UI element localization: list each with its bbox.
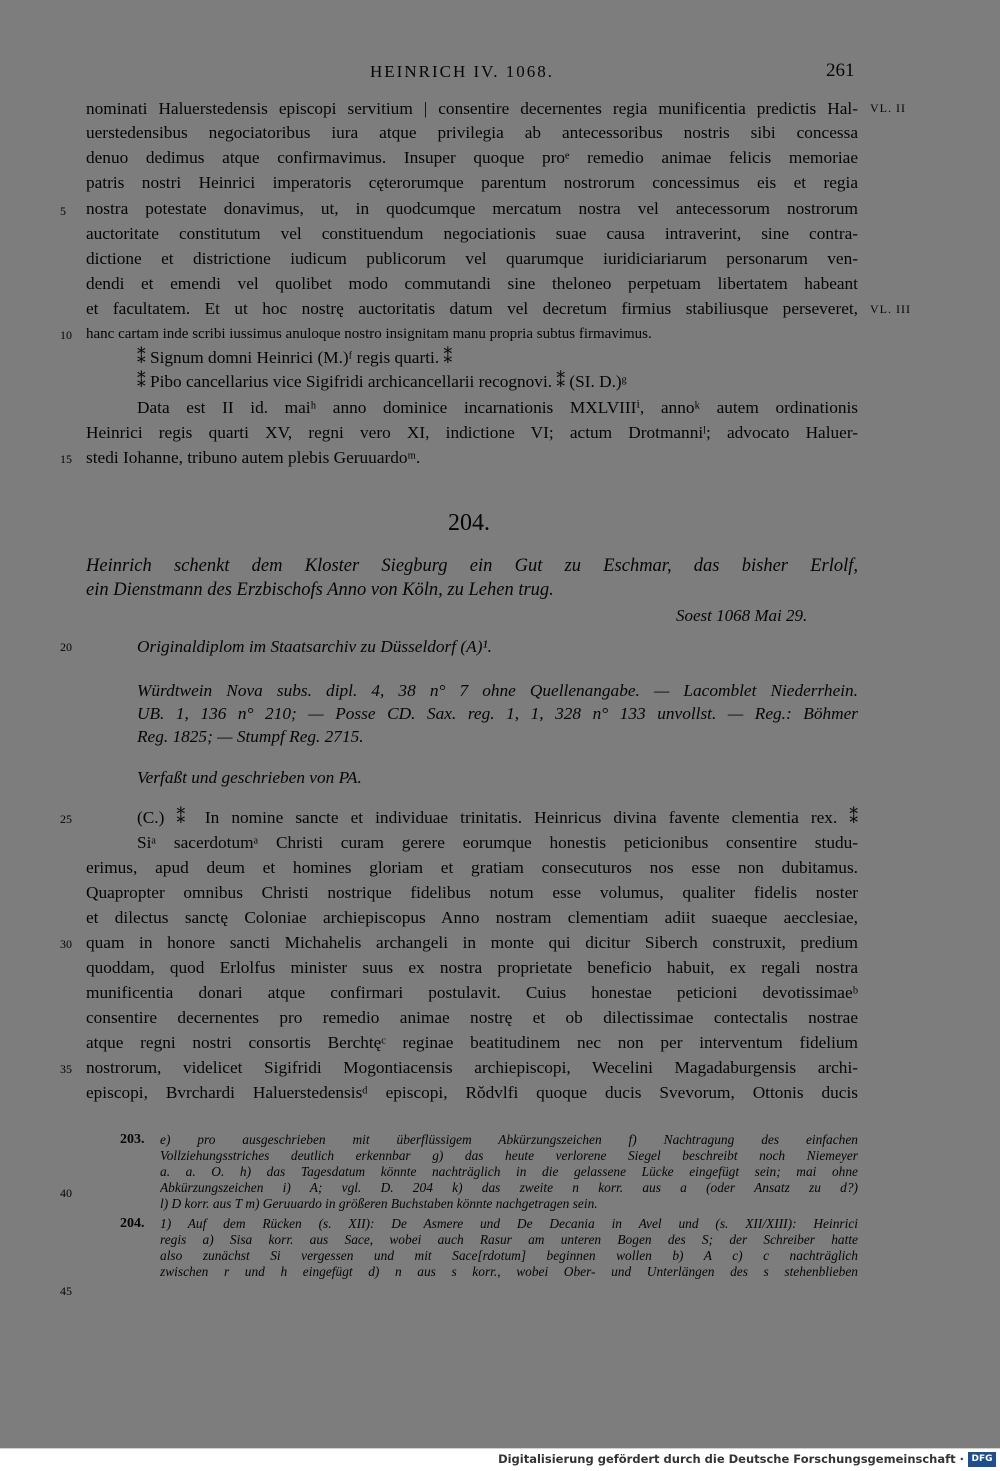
regest-line: ein Dienstmann des Erzbischofs Anno von Köln, zu Lehen trug. [86, 580, 554, 600]
text-line: munificentia donari atque confirmari postulavit. Cuius honestae peticioni devotissimaeᵇ [86, 983, 858, 1002]
line-number: 25 [60, 812, 72, 826]
footnote-line: also zunächst Si vergessen und mit Sace[rdotum] beginnen wollen b) A c) c nachträglich [160, 1248, 858, 1263]
text-line: nostrorum, videlicet Sigifridi Mogontiacensis archiepiscopi, Wecelini Magadaburgensis archi- [86, 1058, 858, 1077]
footnote-line: zwischen r und h eingefügt d) n aus s korr., wobei Ober- und Unterlängen des s stehenblieben [160, 1264, 858, 1279]
text-line: nominati Haluerstedensis episcopi servitium | consentire decernentes regia munificentia predictis Hal- [86, 99, 858, 118]
dating-line: Heinrici regis quarti XV, regni vero XI, indictione VI; actum Drotmanniˡ; advocato Haluer- [86, 423, 858, 442]
dating-line: Data est II id. maiʰ anno dominice incarnationis MXLVIIIⁱ, annoᵏ autem ordinationis [137, 398, 858, 417]
text-line: erimus, apud deum et homines gloriam et gratiam consecuturos nos esse non dubitamus. [86, 858, 858, 877]
author-note: Verfaßt und geschrieben von PA. [137, 768, 362, 787]
running-header-title: HEINRICH IV. 1068. [370, 62, 554, 81]
text-line: Quapropter omnibus Christi nostrique fidelibus notum esse volumus, qualiter fidelis noster [86, 883, 858, 902]
line-number: 40 [60, 1186, 72, 1200]
footnote-label: 204. [120, 1216, 145, 1231]
text-line: et facultatem. Et ut hoc nostrę auctoritatis datum vel decretum firmius stabiliusque perseveret, [86, 299, 858, 318]
line-number: 5 [60, 204, 66, 218]
line-number: 10 [60, 328, 72, 342]
line-number: 35 [60, 1062, 72, 1076]
text-line: dictione et districtione iudicum publicorum vel quarumque iuridiciariarum personarum ven- [86, 249, 858, 268]
edition-line: UB. 1, 136 n° 210; — Posse CD. Sax. reg. 1, 1, 328 n° 133 unvollst. — Reg.: Böhmer [137, 704, 858, 723]
text-line: atque regni nostri consortis Berchtęᶜ reginae beatitudinem nec non per interventum fidelium [86, 1033, 858, 1052]
footer-bar [0, 1448, 1000, 1471]
recognition-line: ⁑ Pibo cancellarius vice Sigifridi archicancellarii recognovi. ⁑ (SI. D.)ᵍ [137, 372, 627, 391]
footnote-line: Abkürzungszeichen i) A; vgl. D. 204 k) das zweite n korr. aus a (oder Ansatz zu d?) [160, 1180, 858, 1195]
line-number: 30 [60, 937, 72, 951]
text-line: episcopi, Bvrchardi Haluerstedensisᵈ episcopi, Rǒdvlfi quoque ducis Svevorum, Ottonis ducis [86, 1083, 858, 1102]
footnote-line: a. a. O. h) das Tagesdatum könnte nachträglich in die gelassene Lücke eingefügt sein; mai ohne [160, 1164, 858, 1179]
footnote-line: 1) Auf dem Rücken (s. XII): De Asmere und De Decania in Avel und (s. XII/XIII): Heinrici [160, 1216, 858, 1231]
margin-note: VL. III [870, 302, 911, 316]
text-line: et dilectus sanctę Coloniae archiepiscopus Anno nostram clementiam adiit suaeque aecclesiae, [86, 908, 858, 927]
footnote-line: Vollziehungsstriches deutlich erkennbar g) das heute verlorene Siegel beschreibt noch Niemeyer [160, 1148, 858, 1163]
signum-line: ⁑ Signum domni Heinrici (M.)ᶠ regis quarti. ⁑ [137, 348, 453, 367]
line-number: 45 [60, 1284, 72, 1298]
footnote-line: e) pro ausgeschrieben mit überflüssigem Abkürzungszeichen f) Nachtragung des einfachen [160, 1132, 858, 1147]
funding-note: Digitalisierung gefördert durch die Deutsche Forschungsgemeinschaft · [498, 1452, 964, 1466]
footnote-line: regis a) Sisa korr. aus Sace, wobei auch Rasur am unteren Bogen des S; der Schreiber hatte [160, 1232, 858, 1247]
dfg-logo: DFG [968, 1452, 996, 1467]
text-line: denuo dedimus atque confirmavimus. Insuper quoque proᵉ remedio animae felicis memoriae [86, 148, 858, 167]
document-number: 204. [448, 510, 490, 536]
original-note: Originaldiplom im Staatsarchiv zu Düsseldorf (A)¹. [137, 637, 492, 656]
footnote-label: 203. [120, 1132, 145, 1147]
text-line: quoddam, quod Erlolfus minister suus ex nostra proprietate beneficio habuit, ex regali nostra [86, 958, 858, 977]
invocation-line: (C.) ⁑ In nomine sancte et individuae trinitatis. Heinricus divina favente clementia rex. ⁑ [137, 808, 858, 827]
dating-line: stedi Iohanne, tribuno autem plebis Geruuardoᵐ. [86, 448, 421, 467]
text-line: patris nostri Heinrici imperatoris cęterorumque parentum nostrorum concessimus eis et regia [86, 173, 858, 192]
text-line: auctoritate constitutum vel constituendum negociationis suae causa intraverint, sine contra- [86, 224, 858, 243]
text-line: hanc cartam inde scribi iussimus anuloque nostro insignitam manu propria subtus firmavimus. [86, 326, 652, 342]
page-number: 261 [826, 60, 855, 81]
text-line: quam in honore sancti Michahelis archangeli in monte qui dicitur Siberch construxit, predium [86, 933, 858, 952]
line-number: 15 [60, 452, 72, 466]
text-line: nostra potestate donavimus, ut, in quodcumque mercatum nostra vel antecessorum nostrorum [86, 199, 858, 218]
line-number: 20 [60, 640, 72, 654]
text-line: Siᵃ sacerdotumᵃ Christi curam gerere eorumque honestis peticionibus consentire studu- [137, 833, 858, 852]
edition-line: Würdtwein Nova subs. dipl. 4, 38 n° 7 ohne Quellenangabe. — Lacomblet Niederrhein. [137, 681, 858, 700]
place-date: Soest 1068 Mai 29. [676, 606, 808, 625]
text-line: consentire decernentes pro remedio animae nostrę et ob dilectissimae contectalis nostrae [86, 1008, 858, 1027]
text-line: dendi et emendi vel quolibet modo commutandi sine theloneo perpetuam libertatem habeant [86, 274, 858, 293]
footnote-line: l) D korr. aus T m) Geruuardo in größeren Buchstaben könnte nachgetragen sein. [160, 1196, 598, 1211]
text-line: uerstedensibus negociatoribus iura atque privilegia ab antecessoribus nostris sibi concessa [86, 123, 858, 142]
margin-note: VL. II [870, 101, 906, 115]
regest-line: Heinrich schenkt dem Kloster Siegburg ein Gut zu Eschmar, das bisher Erlolf, [86, 556, 858, 576]
edition-line: Reg. 1825; — Stumpf Reg. 2715. [137, 727, 364, 746]
